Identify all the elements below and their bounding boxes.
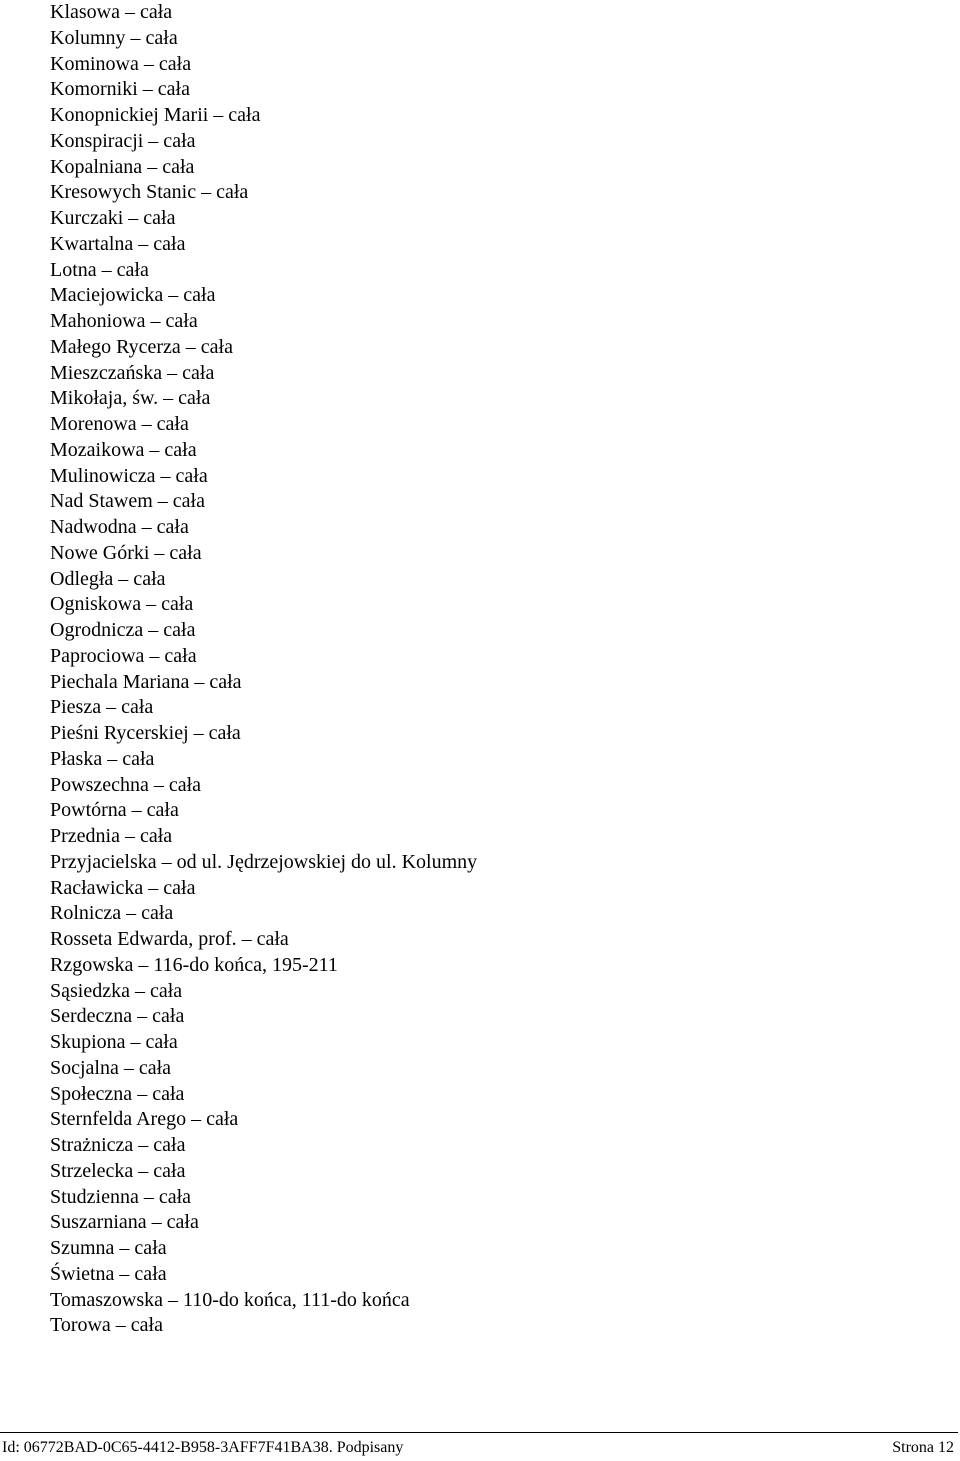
- street-entry: Pieśni Rycerskiej – cała: [50, 722, 241, 744]
- street-entry: Mozaikowa – cała: [50, 438, 197, 461]
- street-entry: Kolumny – cała: [50, 26, 178, 49]
- street-entry: Kurczaki – cała: [50, 207, 176, 229]
- street-entry: Racławicka – cała: [50, 876, 196, 899]
- street-entry: Nowe Górki – cała: [50, 541, 202, 564]
- street-entry: Przednia – cała: [50, 825, 173, 847]
- street-entry: Mikołaja, św. – cała: [50, 387, 211, 410]
- street-entry: Strzelecka – cała: [50, 1159, 186, 1182]
- street-entry: Rzgowska – 116-do końca, 195-211: [50, 953, 338, 976]
- street-entry: Małego Rycerza – cała: [50, 335, 233, 358]
- street-entry: Mulinowicza – cała: [50, 464, 208, 487]
- street-entry: Płaska – cała: [50, 747, 155, 770]
- street-entry: Paprociowa – cała: [50, 644, 197, 667]
- street-entry: Suszarniana – cała: [50, 1211, 199, 1234]
- street-entry: Piechala Mariana – cała: [50, 670, 242, 693]
- street-entry: Społeczna – cała: [50, 1082, 185, 1105]
- street-list: [50, 0, 477, 1339]
- page-number: Strona 12: [892, 1439, 954, 1456]
- street-entry: Rolnicza – cała: [50, 902, 174, 925]
- street-entry: Świetna – cała: [50, 1262, 167, 1285]
- street-entry: Torowa – cała: [50, 1314, 163, 1337]
- street-entry: Socjalna – cała: [50, 1056, 172, 1079]
- street-entry: Serdeczna – cała: [50, 1005, 185, 1028]
- street-entry: Mieszczańska – cała: [50, 361, 215, 384]
- street-entry: Piesza – cała: [50, 696, 154, 719]
- street-entry: Sternfelda Arego – cała: [50, 1108, 239, 1131]
- street-entry: Kominowa – cała: [50, 52, 192, 75]
- page-footer: [2, 1437, 954, 1459]
- street-entry: Klasowa – cała: [50, 1, 173, 23]
- street-entry: Morenowa – cała: [50, 413, 189, 435]
- street-entry: Sąsiedzka – cała: [50, 979, 183, 1002]
- street-entry: Odległa – cała: [50, 567, 166, 590]
- street-entry: Rosseta Edwarda, prof. – cała: [50, 928, 289, 950]
- street-entry: Strażnicza – cała: [50, 1134, 186, 1156]
- street-entry: Kopalniana – cała: [50, 155, 195, 178]
- street-entry: Konspiracji – cała: [50, 129, 196, 152]
- street-entry: Tomaszowska – 110-do końca, 111-do końca: [50, 1288, 410, 1311]
- street-entry: Ogrodnicza – cała: [50, 619, 196, 641]
- street-entry: Nad Stawem – cała: [50, 490, 205, 513]
- street-entry: Mahoniowa – cała: [50, 310, 198, 332]
- street-entry: Szumna – cała: [50, 1237, 167, 1259]
- street-entry: Powszechna – cała: [50, 773, 202, 796]
- street-entry: Ogniskowa – cała: [50, 593, 194, 616]
- street-entry: Powtórna – cała: [50, 799, 179, 822]
- document-id: Id: 06772BAD-0C65-4412-B958-3AFF7F41BA38. Podpisany: [2, 1439, 404, 1456]
- footer-divider: [0, 1432, 958, 1433]
- street-entry: Komorniki – cała: [50, 78, 190, 101]
- street-entry: Studzienna – cała: [50, 1185, 192, 1208]
- street-entry: Przyjacielska – od ul. Jędrzejowskiej do ul. Kolumny: [50, 850, 478, 873]
- street-entry: Skupiona – cała: [50, 1031, 178, 1053]
- street-entry: Kwartalna – cała: [50, 232, 186, 255]
- street-entry: Nadwodna – cała: [50, 516, 189, 538]
- street-entry: Lotna – cała: [50, 258, 149, 281]
- street-entry: Konopnickiej Marii – cała: [50, 104, 261, 126]
- street-entry: Maciejowicka – cała: [50, 284, 216, 307]
- street-entry: Kresowych Stanic – cała: [50, 181, 249, 204]
